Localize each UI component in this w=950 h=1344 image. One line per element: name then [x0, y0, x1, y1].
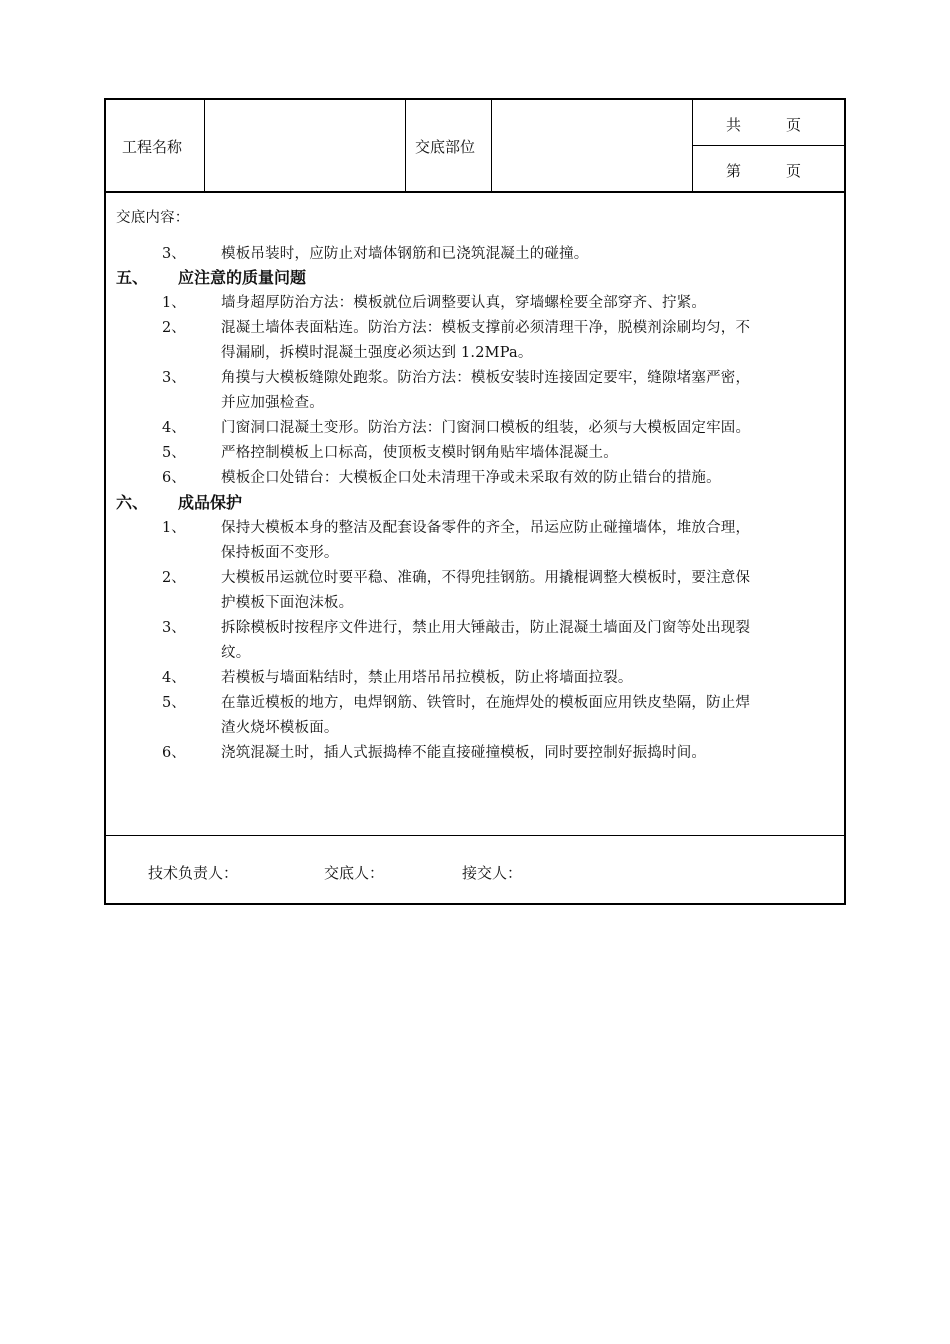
item-number: 2、 — [162, 570, 186, 586]
item-text: 严格控制模板上口标高，使顶板支模时钢角贴牢墙体混凝土。 — [221, 445, 618, 461]
item-number: 5、 — [162, 445, 186, 461]
item-number: 2、 — [162, 320, 186, 336]
section-title: 成品保护 — [178, 493, 243, 512]
item-text: 门窗洞口混凝土变形。防治方法：门窗洞口模板的组装，必须与大模板固定牢固。 — [221, 420, 751, 436]
discloser-label: 交底人： — [324, 864, 385, 882]
content-label: 交底内容： — [116, 210, 190, 226]
item-text: 纹。 — [221, 645, 251, 661]
section-title: 应注意的质量问题 — [178, 268, 307, 287]
item-number: 4、 — [162, 670, 186, 686]
item-text: 模板企口处错台：大模板企口处未清理干净或未采取有效的防止错台的措施。 — [221, 470, 721, 486]
item-number: 1、 — [162, 520, 186, 536]
item-text: 保持板面不变形。 — [221, 545, 339, 561]
page-number: 第 页 — [726, 162, 802, 180]
item-text: 渣火烧坏模板面。 — [221, 720, 339, 736]
item-number: 6、 — [162, 470, 186, 486]
item-number: 3、 — [162, 370, 186, 386]
item-number: 3、 — [162, 620, 186, 636]
item-text: 护模板下面泡沫板。 — [221, 595, 354, 611]
total-pages: 共 页 — [726, 116, 802, 134]
item-text: 角摸与大模板缝隙处跑浆。防治方法：模板安装时连接固定要牢，缝隙堵塞严密， — [221, 370, 751, 386]
section-number: 六、 — [116, 493, 149, 512]
item-text: 墙身超厚防治方法：模板就位后调整要认真，穿墙螺栓要全部穿齐、拧紧。 — [221, 295, 707, 311]
page-cell-divider — [693, 145, 844, 146]
item-text: 保持大模板本身的整洁及配套设备零件的齐全，吊运应防止碰撞墙体，堆放合理， — [221, 520, 751, 536]
header-divider-1 — [204, 100, 205, 192]
disclosure-form — [104, 98, 846, 905]
item-number: 6、 — [162, 745, 186, 761]
header-bottom-border — [106, 191, 844, 193]
header-divider-4 — [692, 100, 693, 192]
item-number: 5、 — [162, 695, 186, 711]
item-text: 并应加强检查。 — [221, 395, 324, 411]
item-text: 拆除模板时按程序文件进行，禁止用大锤敲击，防止混凝土墙面及门窗等处出现裂 — [221, 620, 751, 636]
receiver-label: 接交人： — [462, 864, 523, 882]
tech-lead-label: 技术负责人： — [148, 864, 239, 882]
section-number: 五、 — [116, 268, 149, 287]
footer-top-border — [106, 835, 844, 836]
item-text: 得漏刷，拆模时混凝土强度必须达到 1.2MPa。 — [221, 345, 533, 361]
item-number: 4、 — [162, 420, 186, 436]
header-divider-3 — [491, 100, 492, 192]
item-text: 在靠近模板的地方，电焊钢筋、铁管时，在施焊处的模板面应用铁皮垫隔，防止焊 — [221, 695, 751, 711]
item-number: 3、 — [162, 246, 186, 262]
header-divider-2 — [405, 100, 406, 192]
item-text: 若模板与墙面粘结时，禁止用塔吊吊拉模板，防止将墙面拉裂。 — [221, 670, 633, 686]
item-text: 混凝土墙体表面粘连。防治方法：模板支撑前必须清理干净，脱模剂涂刷均匀，不 — [221, 320, 751, 336]
item-text: 浇筑混凝土时，插人式振捣棒不能直接碰撞模板，同时要控制好振捣时间。 — [221, 745, 707, 761]
item-text: 大模板吊运就位时要平稳、准确，不得兜挂钢筋。用撬棍调整大模板时，要注意保 — [221, 570, 751, 586]
item-text: 模板吊装时，应防止对墙体钢筋和已浇筑混凝土的碰撞。 — [221, 246, 589, 262]
item-number: 1、 — [162, 295, 186, 311]
project-name-label: 工程名称 — [122, 138, 183, 156]
location-label: 交底部位 — [415, 138, 476, 156]
